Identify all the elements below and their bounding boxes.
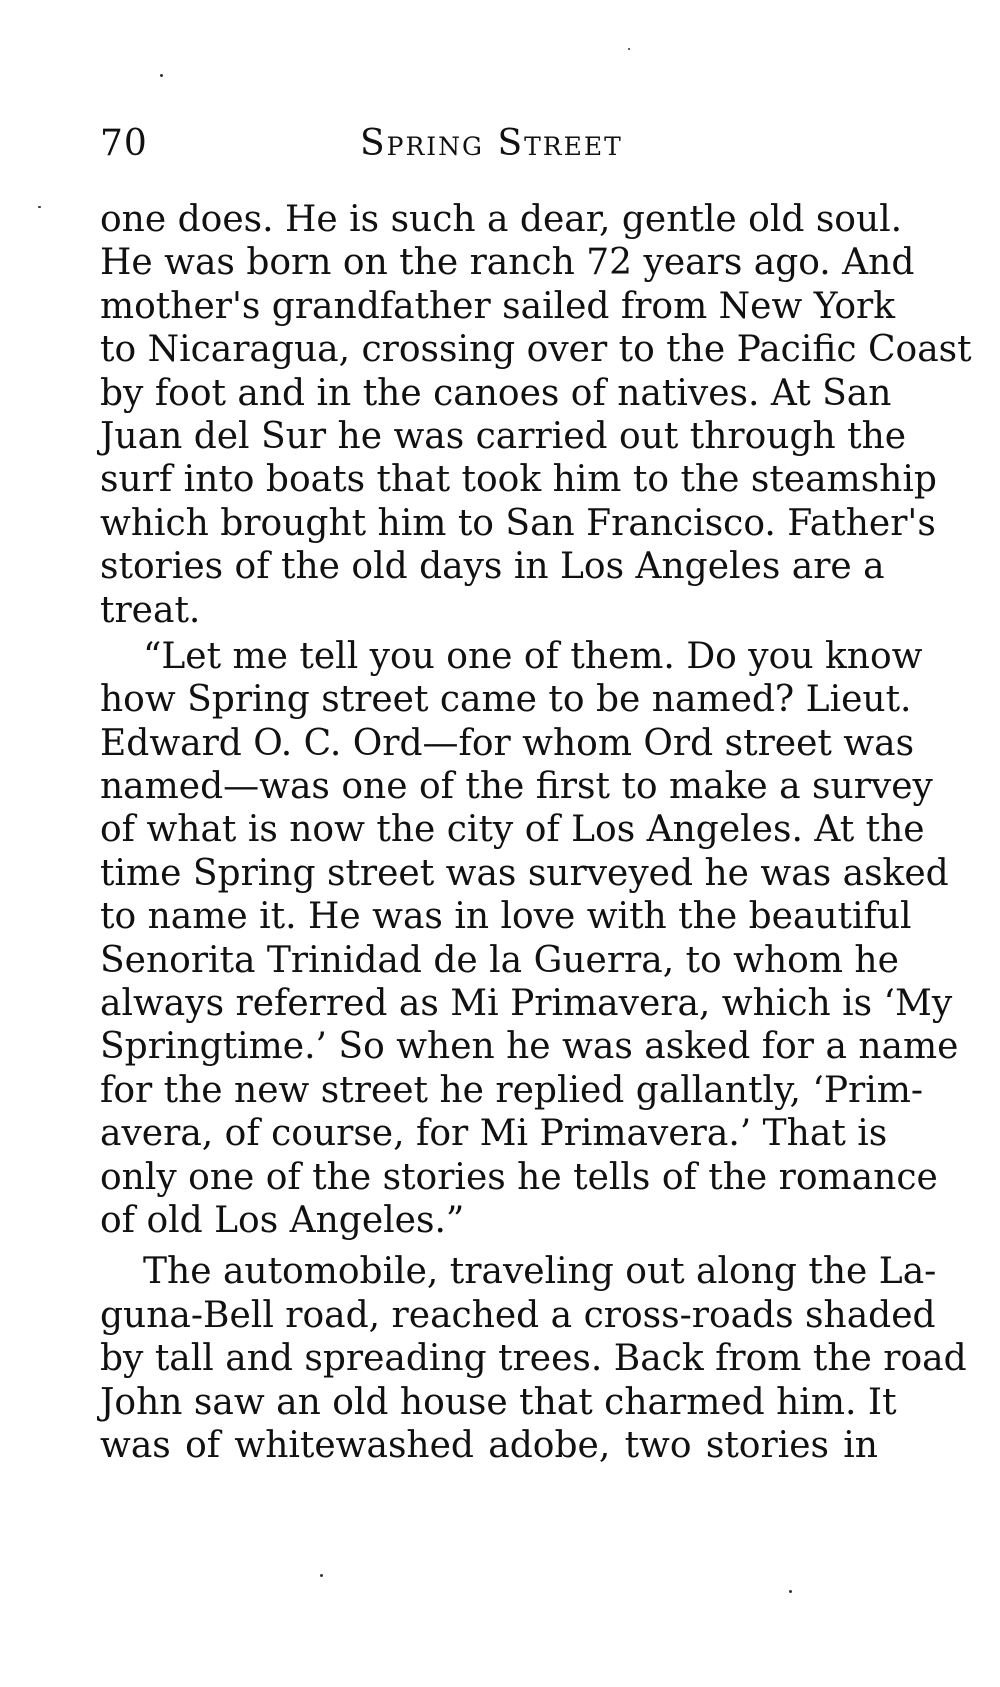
paragraph-2 bbox=[100, 635, 959, 1242]
text-line: Senorita Trinidad de la Guerra, to whom he bbox=[100, 939, 899, 981]
text-line: of what is now the city of Los Angeles. At the bbox=[100, 809, 925, 851]
text-line: treat. bbox=[100, 589, 201, 631]
text-line: “Let me tell you one of them. Do you know bbox=[143, 635, 923, 677]
text-line: was of whitewashed adobe, two stories in bbox=[100, 1424, 878, 1466]
text-line: guna-Bell road, reached a cross-roads shaded bbox=[100, 1294, 936, 1336]
text-line: to name it. He was in love with the beautiful bbox=[100, 896, 912, 938]
text-line: The automobile, traveling out along the La- bbox=[143, 1251, 937, 1293]
print-speck bbox=[789, 1590, 792, 1593]
text-line: stories of the old days in Los Angeles are a bbox=[100, 546, 885, 588]
text-line: to Nicaragua, crossing over to the Pacific Coast bbox=[100, 329, 972, 371]
text-line: He was born on the ranch 72 years ago. And bbox=[100, 242, 915, 284]
paragraph-1 bbox=[100, 198, 972, 632]
text-line: for the new street he replied gallantly, ‘Prim- bbox=[100, 1069, 924, 1111]
text-line: mother's grandfather sailed from New York bbox=[100, 285, 896, 327]
text-line: always referred as Mi Primavera, which is ‘My bbox=[100, 983, 953, 1025]
text-line: avera, of course, for Mi Primavera.’ That is bbox=[100, 1113, 888, 1155]
text-line: Juan del Sur he was carried out through the bbox=[100, 415, 907, 457]
text-line: how Spring street came to be named? Lieut. bbox=[100, 679, 912, 721]
text-line: time Spring street was surveyed he was asked bbox=[100, 852, 949, 894]
paragraph-3 bbox=[100, 1250, 967, 1467]
text-line: Edward O. C. Ord—for whom Ord street was bbox=[100, 722, 915, 764]
text-line: named—was one of the first to make a survey bbox=[100, 766, 933, 808]
page-number: 70 bbox=[100, 123, 148, 164]
text-line: only one of the stories he tells of the romance bbox=[100, 1156, 938, 1198]
text-line: John saw an old house that charmed him. It bbox=[100, 1381, 897, 1423]
text-line: which brought him to San Francisco. Father's bbox=[100, 502, 936, 544]
page-body bbox=[100, 198, 972, 1467]
text-line: surf into boats that took him to the steamship bbox=[100, 459, 937, 501]
text-line: of old Los Angeles.” bbox=[100, 1199, 465, 1241]
print-speck bbox=[320, 1574, 323, 1577]
text-line: by foot and in the canoes of natives. At San bbox=[100, 372, 892, 414]
print-speck bbox=[628, 48, 630, 50]
running-head: Spring Street bbox=[360, 123, 623, 164]
text-line: Springtime.’ So when he was asked for a name bbox=[100, 1026, 959, 1068]
print-speck bbox=[160, 74, 163, 77]
text-line: one does. He is such a dear, gentle old soul. bbox=[100, 199, 903, 240]
text-line: by tall and spreading trees. Back from the road bbox=[100, 1338, 967, 1380]
page-header bbox=[100, 118, 930, 178]
print-speck bbox=[38, 206, 41, 208]
